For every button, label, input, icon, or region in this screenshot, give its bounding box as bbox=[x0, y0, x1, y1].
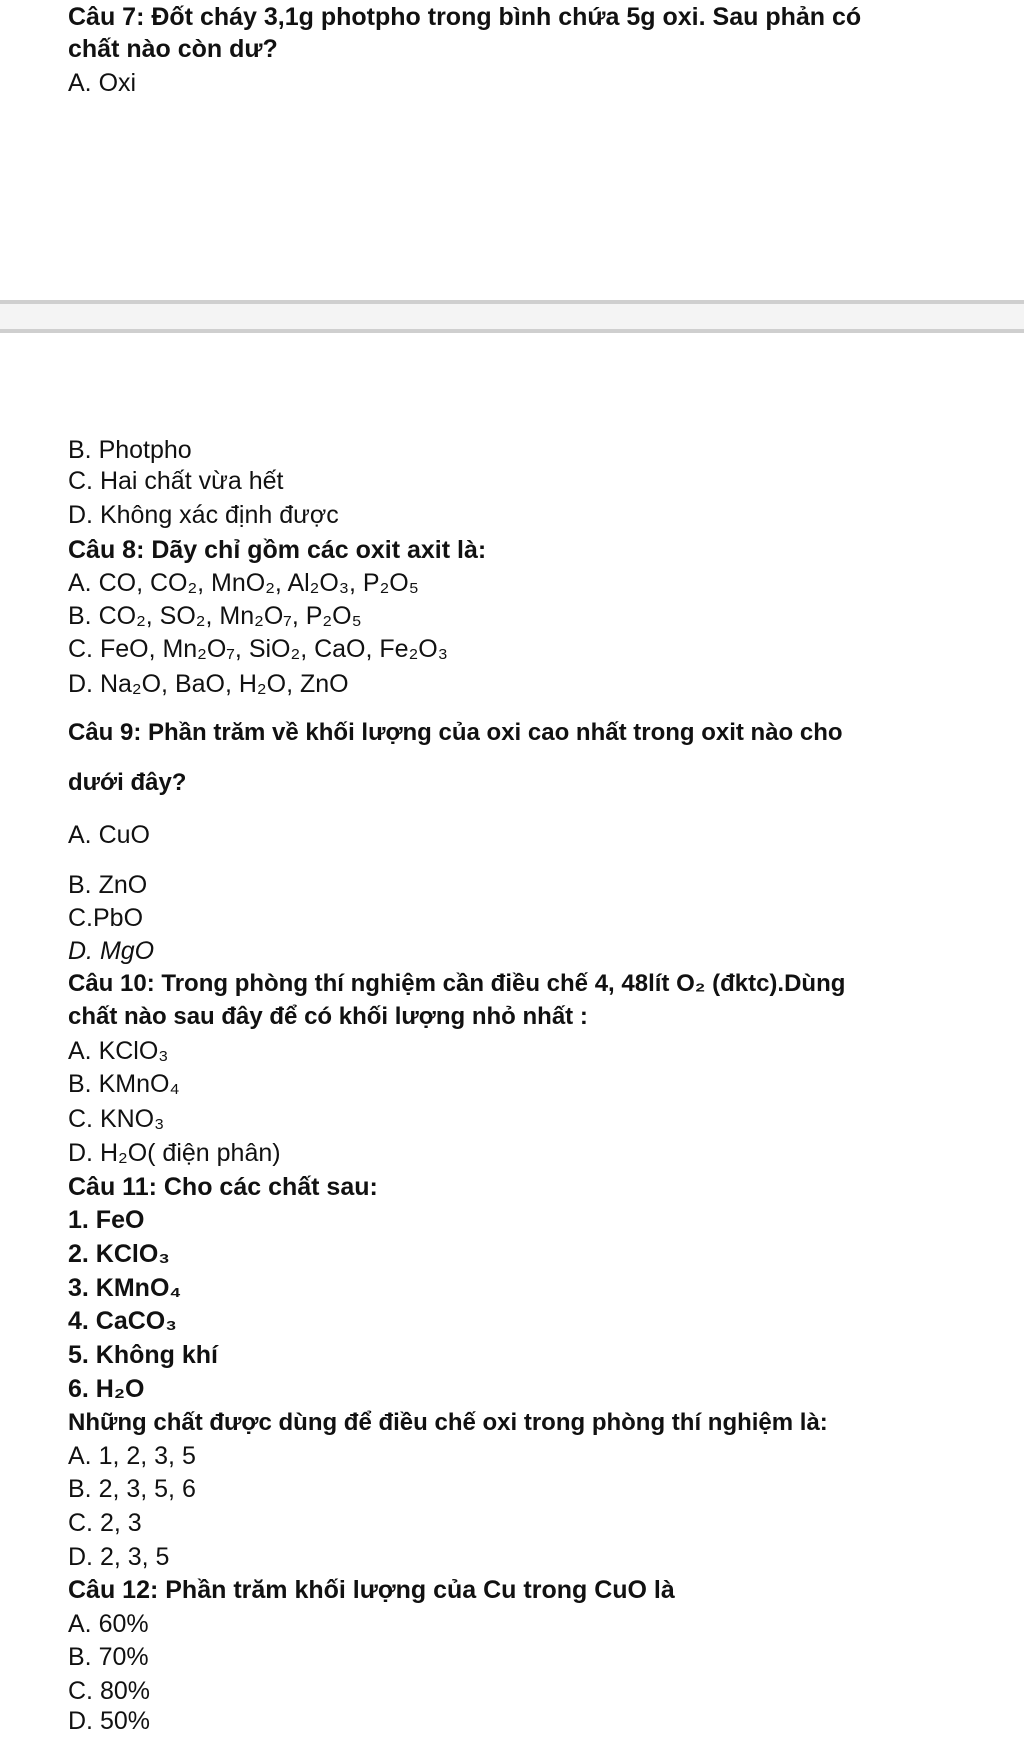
q8-option-c: C. FeO, Mn₂O₇, SiO₂, CaO, Fe₂O₃ bbox=[68, 635, 448, 663]
q12-option-a: A. 60% bbox=[68, 1610, 149, 1638]
q11-item: 2. KClO₃ bbox=[68, 1240, 170, 1268]
q11-question: Những chất được dùng để điều chế oxi trong phòng thí nghiệm là: bbox=[68, 1409, 828, 1436]
q10-option-c: C. KNO₃ bbox=[68, 1105, 165, 1133]
q11-item: 5. Không khí bbox=[68, 1341, 218, 1369]
q9-title-line2: dưới đây? bbox=[68, 769, 187, 796]
q8-title: Câu 8: Dãy chỉ gồm các oxit axit là: bbox=[68, 536, 487, 564]
q12-option-b: B. 70% bbox=[68, 1643, 149, 1671]
q7-option-c: C. Hai chất vừa hết bbox=[68, 467, 284, 495]
page-separator bbox=[0, 300, 1024, 333]
q10-option-b: B. KMnO₄ bbox=[68, 1070, 180, 1098]
q8-option-a: A. CO, CO₂, MnO₂, Al₂O₃, P₂O₅ bbox=[68, 569, 419, 597]
q11-option-b: B. 2, 3, 5, 6 bbox=[68, 1475, 196, 1503]
q11-item: 6. H₂O bbox=[68, 1375, 145, 1403]
q9-title-line1: Câu 9: Phần trăm về khối lượng của oxi cao nhất trong oxit nào cho bbox=[68, 719, 843, 746]
q9-option-c: C.PbO bbox=[68, 904, 144, 932]
q8-option-d: D. Na₂O, BaO, H₂O, ZnO bbox=[68, 670, 349, 698]
q12-option-c: C. 80% bbox=[68, 1677, 150, 1705]
q12-title: Câu 12: Phần trăm khối lượng của Cu trong CuO là bbox=[68, 1576, 675, 1604]
q11-title: Câu 11: Cho các chất sau: bbox=[68, 1173, 378, 1201]
q8-option-b: B. CO₂, SO₂, Mn₂O₇, P₂O₅ bbox=[68, 602, 362, 630]
q10-option-d: D. H₂O( điện phân) bbox=[68, 1139, 281, 1167]
q7-title-line1: Câu 7: Đốt cháy 3,1g photpho trong bình chứa 5g oxi. Sau phản có bbox=[68, 3, 862, 31]
q11-item: 3. KMnO₄ bbox=[68, 1274, 182, 1302]
q11-item: 4. CaCO₃ bbox=[68, 1307, 177, 1335]
q7-option-b: B. Photpho bbox=[68, 436, 192, 464]
q7-title-line2: chất nào còn dư? bbox=[68, 35, 278, 63]
q9-option-a: A. CuO bbox=[68, 821, 150, 849]
q10-title-line2: chất nào sau đây để có khối lượng nhỏ nhất : bbox=[68, 1003, 588, 1030]
q7-option-d: D. Không xác định được bbox=[68, 501, 339, 529]
q11-option-d: D. 2, 3, 5 bbox=[68, 1543, 170, 1571]
q12-option-d: D. 50% bbox=[68, 1707, 150, 1735]
q10-title-line1: Câu 10: Trong phòng thí nghiệm cần điều chế 4, 48lít O₂ (đktc).Dùng bbox=[68, 970, 846, 997]
q9-option-b: B. ZnO bbox=[68, 871, 148, 899]
q10-option-a: A. KClO₃ bbox=[68, 1037, 169, 1065]
q11-option-a: A. 1, 2, 3, 5 bbox=[68, 1442, 196, 1470]
q11-option-c: C. 2, 3 bbox=[68, 1509, 142, 1537]
q11-item: 1. FeO bbox=[68, 1206, 145, 1234]
q7-option-a: A. Oxi bbox=[68, 69, 137, 97]
q9-option-d: D. MgO bbox=[68, 937, 155, 965]
